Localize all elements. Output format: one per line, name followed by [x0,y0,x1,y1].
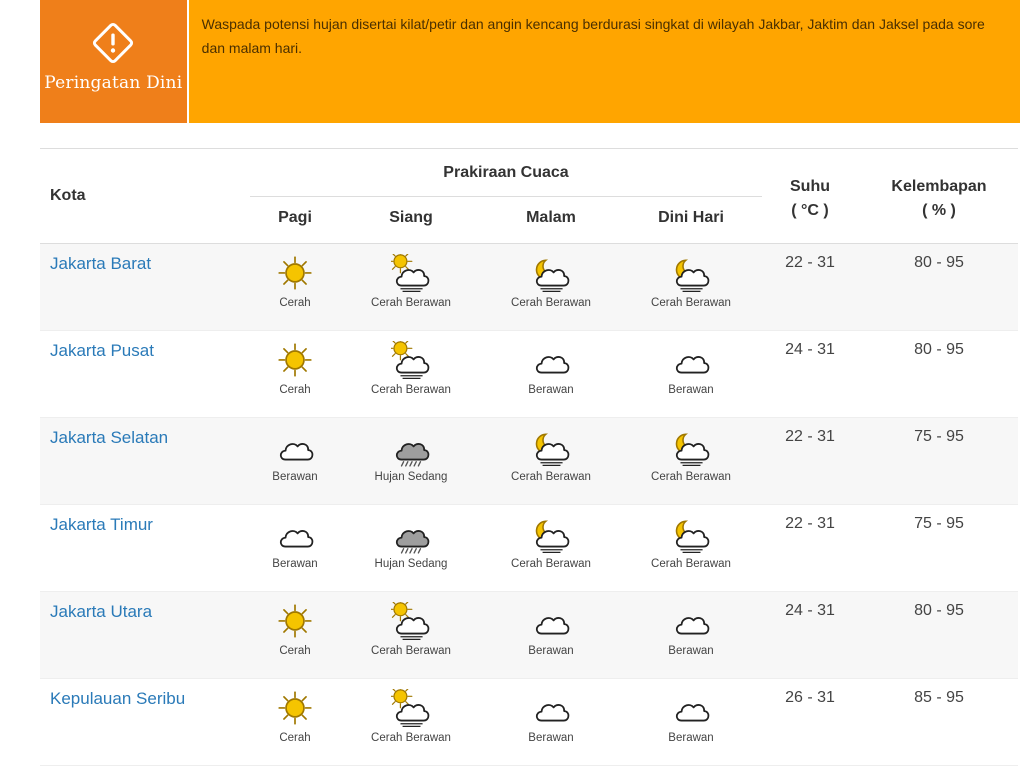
forecast-malam-cell [481,515,621,570]
condition-label: Berawan [272,558,318,570]
condition-label: Cerah Berawan [651,297,731,309]
condition-label: Cerah Berawan [511,297,591,309]
cloud-icon [531,689,571,729]
condition-label: Berawan [668,645,714,657]
forecast-siang-cell [341,602,481,657]
warning-badge-label: Peringatan Dini [44,73,183,93]
condition-label: Berawan [668,384,714,396]
forecast-malam-cell [481,428,621,483]
city-link[interactable]: Kepulauan Seribu [50,689,186,708]
forecast-dini-cell [621,428,761,483]
header-kelembapan-label: Kelembapan [891,178,987,195]
condition-label: Cerah Berawan [371,645,451,657]
table-row [40,505,1018,592]
header-siang: Siang [389,209,433,226]
city-link[interactable]: Jakarta Barat [50,254,152,273]
header-suhu-unit: ( °C ) [791,202,829,219]
sun-cloud-icon [391,254,431,294]
warning-badge [40,0,189,123]
forecast-dini-cell [621,602,761,657]
forecast-siang-cell [341,689,481,744]
moon-cloud-icon [671,428,711,468]
forecast-siang-cell [341,515,481,570]
condition-label: Cerah Berawan [371,384,451,396]
header-suhu-label: Suhu [790,178,830,195]
condition-label: Berawan [528,732,574,744]
temperature-range: 22 - 31 [785,428,835,445]
humidity-range: 75 - 95 [914,428,964,445]
condition-label: Cerah [279,384,311,396]
moon-cloud-icon [671,515,711,555]
condition-label: Cerah Berawan [511,471,591,483]
temperature-range: 24 - 31 [785,602,835,619]
forecast-malam-cell [481,341,621,396]
city-link[interactable]: Jakarta Pusat [50,341,154,360]
moon-cloud-icon [531,515,571,555]
forecast-dini-cell [621,254,761,309]
temperature-range: 22 - 31 [785,515,835,532]
condition-label: Cerah [279,645,311,657]
sun-cloud-icon [391,341,431,381]
sun-icon [275,341,315,381]
condition-label: Cerah Berawan [371,297,451,309]
forecast-dini-cell [621,341,761,396]
temperature-range: 26 - 31 [785,689,835,706]
condition-label: Berawan [528,384,574,396]
early-warning-banner [40,0,1020,123]
forecast-malam-cell [481,254,621,309]
table-row [40,331,1018,418]
header-forecast-group: Prakiraan Cuaca [443,164,569,181]
forecast-dini-cell [621,515,761,570]
weather-forecast-table [40,148,1018,766]
cloud-icon [671,602,711,642]
table-header [40,149,1018,244]
sun-cloud-icon [391,602,431,642]
forecast-malam-cell [481,689,621,744]
sun-icon [275,254,315,294]
condition-label: Cerah [279,732,311,744]
forecast-siang-cell [341,254,481,309]
city-link[interactable]: Jakarta Utara [50,602,153,621]
table-row [40,679,1018,766]
header-divider [250,196,762,197]
humidity-range: 75 - 95 [914,515,964,532]
condition-label: Cerah Berawan [651,558,731,570]
condition-label: Berawan [272,471,318,483]
condition-label: Berawan [668,732,714,744]
warning-diamond-icon [89,19,137,67]
condition-label: Berawan [528,645,574,657]
city-link[interactable]: Jakarta Selatan [50,428,169,447]
cloud-icon [671,689,711,729]
condition-label: Cerah Berawan [651,471,731,483]
cloud-icon [275,428,315,468]
forecast-siang-cell [341,428,481,483]
header-malam: Malam [526,209,576,226]
sun-icon [275,689,315,729]
warning-message: Waspada potensi hujan disertai kilat/petir dan angin kencang berdurasi singkat di wilayah Jakbar, Jaktim dan Jaksel pada sore dan malam hari. [201,16,985,56]
humidity-range: 85 - 95 [914,689,964,706]
moon-cloud-icon [671,254,711,294]
city-link[interactable]: Jakarta Timur [50,515,153,534]
condition-label: Hujan Sedang [374,471,448,483]
cloud-icon [671,341,711,381]
forecast-siang-cell [341,341,481,396]
humidity-range: 80 - 95 [914,341,964,358]
cloud-icon [275,515,315,555]
header-kelembapan-unit: ( % ) [922,202,956,219]
rain-cloud-icon [391,515,431,555]
table-body [40,244,1018,766]
condition-label: Hujan Sedang [374,558,448,570]
temperature-range: 22 - 31 [785,254,835,271]
forecast-dini-cell [621,689,761,744]
condition-label: Cerah [279,297,311,309]
condition-label: Cerah Berawan [511,558,591,570]
sun-icon [275,602,315,642]
humidity-range: 80 - 95 [914,602,964,619]
humidity-range: 80 - 95 [914,254,964,271]
moon-cloud-icon [531,428,571,468]
header-pagi: Pagi [278,209,312,226]
cloud-icon [531,341,571,381]
table-row [40,418,1018,505]
header-dini-hari: Dini Hari [658,209,724,226]
moon-cloud-icon [531,254,571,294]
table-row [40,592,1018,679]
condition-label: Cerah Berawan [371,732,451,744]
forecast-malam-cell [481,602,621,657]
rain-cloud-icon [391,428,431,468]
cloud-icon [531,602,571,642]
sun-cloud-icon [391,689,431,729]
temperature-range: 24 - 31 [785,341,835,358]
header-kelembapan [874,175,1004,223]
header-city: Kota [50,187,86,204]
header-suhu [765,175,855,223]
table-row [40,244,1018,331]
